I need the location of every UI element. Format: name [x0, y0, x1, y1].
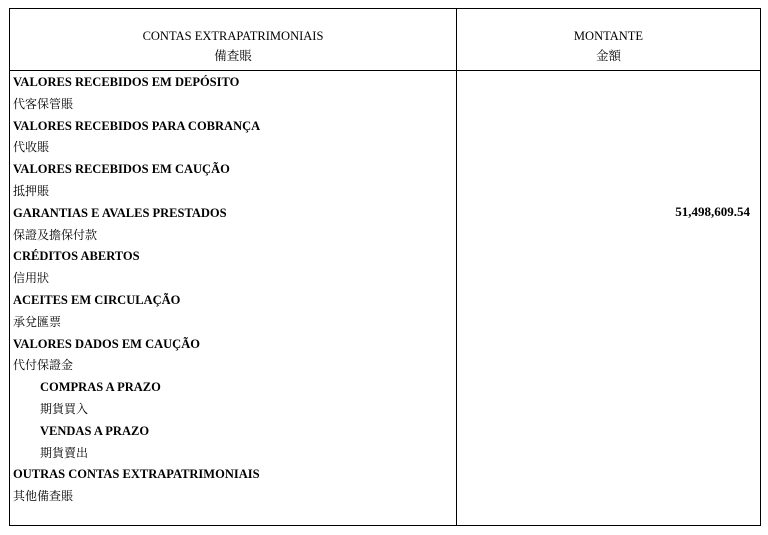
- row-valores-dados-em-caucao: VALORES DADOS EM CAUÇÃO: [13, 336, 200, 351]
- row-compras-a-prazo-zh: 期貨買入: [40, 401, 89, 416]
- row-valores-recebidos-em-caucao-zh: 抵押賬: [13, 183, 50, 198]
- row-outras-contas-extrapatrimoniais-zh: 其他備查賬: [13, 489, 74, 504]
- account-column-header: [10, 26, 456, 66]
- row-garantias-e-avales-prestados-zh: 保證及擔保付款: [13, 227, 98, 242]
- row-outras-contas-extrapatrimoniais: OUTRAS CONTAS EXTRAPATRIMONIAIS: [13, 467, 260, 482]
- account-list: [13, 72, 453, 508]
- amount-header-pt: MONTANTE: [573, 29, 644, 43]
- off-balance-sheet-table: [9, 8, 761, 526]
- row-garantias-e-avales-prestados: GARANTIAS E AVALES PRESTADOS: [13, 205, 227, 220]
- row-valores-dados-em-caucao-zh: 代付保證金: [13, 358, 74, 373]
- header-divider: [10, 70, 760, 71]
- amount-header-zh: 金額: [595, 48, 621, 63]
- row-aceites-em-circulacao-zh: 承兌匯票: [13, 314, 62, 329]
- amount-garantias-e-avales: 51,498,609.54: [675, 204, 750, 219]
- row-creditos-abertos: CRÉDITOS ABERTOS: [13, 249, 140, 264]
- row-valores-recebidos-para-cobranca: VALORES RECEBIDOS PARA COBRANÇA: [13, 118, 261, 133]
- row-valores-recebidos-em-deposito: VALORES RECEBIDOS EM DEPÓSITO: [13, 75, 240, 89]
- amount-column-header: [457, 26, 760, 66]
- column-divider: [456, 9, 457, 525]
- row-creditos-abertos-zh: 信用狀: [13, 271, 50, 286]
- row-valores-recebidos-para-cobranca-zh: 代收賬: [13, 140, 50, 155]
- row-aceites-em-circulacao: ACEITES EM CIRCULAÇÃO: [13, 292, 181, 307]
- row-valores-recebidos-em-deposito-zh: 代客保管賬: [13, 96, 74, 111]
- row-valores-recebidos-em-caucao: VALORES RECEBIDOS EM CAUÇÃO: [13, 162, 230, 177]
- account-header-pt: CONTAS EXTRAPATRIMONIAIS: [142, 29, 324, 43]
- row-vendas-a-prazo: VENDAS A PRAZO: [40, 423, 150, 438]
- account-header-zh: 備查賬: [214, 48, 252, 63]
- row-vendas-a-prazo-zh: 期貨賣出: [40, 445, 89, 460]
- row-compras-a-prazo: COMPRAS A PRAZO: [40, 380, 161, 395]
